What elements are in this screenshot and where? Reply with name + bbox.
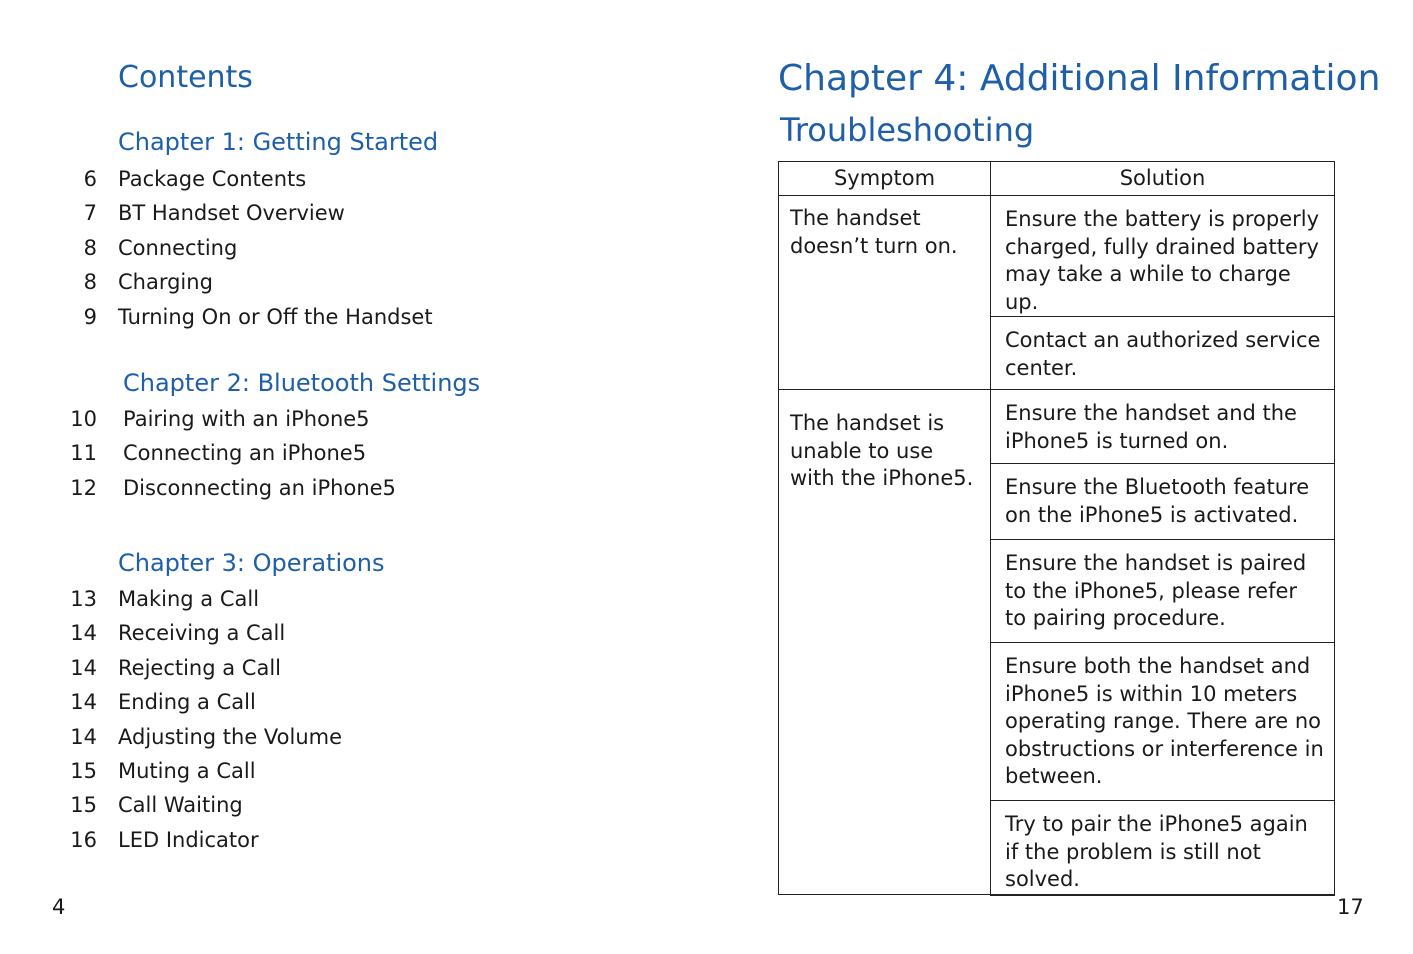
toc-item-label: Package Contents bbox=[118, 167, 307, 191]
right-page-number: 17 bbox=[1337, 895, 1364, 919]
toc-page-number: 9 bbox=[83, 304, 97, 329]
toc-item-label: Charging bbox=[118, 270, 213, 295]
toc-item-label: Ending a Call bbox=[118, 690, 256, 715]
toc-item[interactable] bbox=[53, 436, 473, 470]
toc-item-label: Making a Call bbox=[118, 587, 260, 611]
toc-page-number: 8 bbox=[83, 235, 97, 260]
symptom-cell: The handset doesn’t turn on. bbox=[779, 196, 991, 390]
toc-item[interactable] bbox=[53, 265, 473, 299]
solution-cell: Ensure both the handset and iPhone5 is within 10 meters operating range. There are no obstructions or interference in between. bbox=[991, 643, 1335, 801]
toc-page-number: 15 bbox=[70, 793, 97, 818]
toc-item[interactable] bbox=[53, 582, 473, 616]
toc-page-number: 16 bbox=[70, 827, 97, 852]
toc-page-number: 7 bbox=[83, 201, 97, 226]
toc-item[interactable] bbox=[53, 231, 473, 265]
toc-item[interactable] bbox=[53, 651, 473, 685]
solution-cell: Contact an authorized service center. bbox=[991, 317, 1335, 390]
troubleshooting-table bbox=[778, 161, 1335, 896]
toc-item[interactable] bbox=[53, 720, 473, 754]
toc-item[interactable] bbox=[53, 823, 473, 857]
toc-item-label: Adjusting the Volume bbox=[118, 724, 343, 749]
toc-item-label: Turning On or Off the Handset bbox=[118, 304, 433, 329]
toc-page-number: 11 bbox=[70, 441, 97, 466]
toc-item-label: Receiving a Call bbox=[118, 621, 286, 646]
toc-item[interactable] bbox=[53, 754, 473, 788]
toc-item[interactable] bbox=[53, 685, 473, 719]
chapter-2-heading[interactable]: Chapter 2: Bluetooth Settings bbox=[123, 369, 481, 397]
toc-page-number: 15 bbox=[70, 758, 97, 783]
toc-item-label: LED Indicator bbox=[118, 827, 259, 852]
toc-item-label: Connecting bbox=[118, 235, 238, 260]
toc-item[interactable] bbox=[53, 616, 473, 650]
toc-page-number: 14 bbox=[70, 724, 97, 749]
toc-item-label: Call Waiting bbox=[118, 793, 243, 818]
toc-page-number: 8 bbox=[83, 270, 97, 295]
solution-cell: Ensure the handset is paired to the iPhone5, please refer to pairing procedure. bbox=[991, 540, 1335, 643]
toc-item-label: Pairing with an iPhone5 bbox=[123, 407, 370, 431]
toc-item-label: Muting a Call bbox=[118, 758, 256, 783]
solution-cell: Ensure the battery is properly charged, fully drained battery may take a while to charge up. bbox=[991, 196, 1335, 317]
toc-page-number: 10 bbox=[70, 407, 97, 431]
toc-page-number: 14 bbox=[70, 690, 97, 715]
chapter-1-heading[interactable]: Chapter 1: Getting Started bbox=[118, 128, 439, 156]
toc-page-number: 14 bbox=[70, 655, 97, 680]
toc-item-label: Disconnecting an iPhone5 bbox=[123, 475, 396, 500]
toc-item[interactable] bbox=[53, 196, 473, 230]
table-header-row bbox=[779, 162, 1335, 196]
chapter-2-toc bbox=[53, 402, 473, 505]
toc-item[interactable] bbox=[53, 162, 473, 196]
table-row bbox=[779, 390, 1335, 464]
toc-item-label: Connecting an iPhone5 bbox=[123, 441, 367, 466]
chapter-3-heading[interactable]: Chapter 3: Operations bbox=[118, 549, 385, 577]
toc-page-number: 6 bbox=[83, 167, 97, 191]
toc-page-number: 14 bbox=[70, 621, 97, 646]
chapter-1-toc bbox=[53, 162, 473, 334]
troubleshooting-title: Troubleshooting bbox=[780, 111, 1035, 149]
toc-item[interactable] bbox=[53, 788, 473, 822]
solution-cell: Try to pair the iPhone5 again if the problem is still not solved. bbox=[991, 801, 1335, 895]
toc-page-number: 13 bbox=[70, 587, 97, 611]
column-header-solution: Solution bbox=[991, 162, 1335, 196]
chapter-3-toc bbox=[53, 582, 473, 857]
symptom-cell: The handset is unable to use with the iPhone5. bbox=[779, 390, 991, 895]
toc-item[interactable] bbox=[53, 402, 473, 436]
toc-item[interactable] bbox=[53, 471, 473, 505]
left-page-number: 4 bbox=[52, 895, 66, 919]
toc-item-label: BT Handset Overview bbox=[118, 201, 345, 226]
toc-item-label: Rejecting a Call bbox=[118, 655, 281, 680]
table-row bbox=[779, 196, 1335, 317]
solution-cell: Ensure the handset and the iPhone5 is turned on. bbox=[991, 390, 1335, 464]
contents-title: Contents bbox=[118, 60, 253, 95]
chapter-4-title: Chapter 4: Additional Information bbox=[778, 58, 1381, 99]
toc-item[interactable] bbox=[53, 300, 473, 334]
solution-cell: Ensure the Bluetooth feature on the iPhone5 is activated. bbox=[991, 464, 1335, 540]
column-header-symptom: Symptom bbox=[779, 162, 991, 196]
toc-page-number: 12 bbox=[70, 475, 97, 500]
